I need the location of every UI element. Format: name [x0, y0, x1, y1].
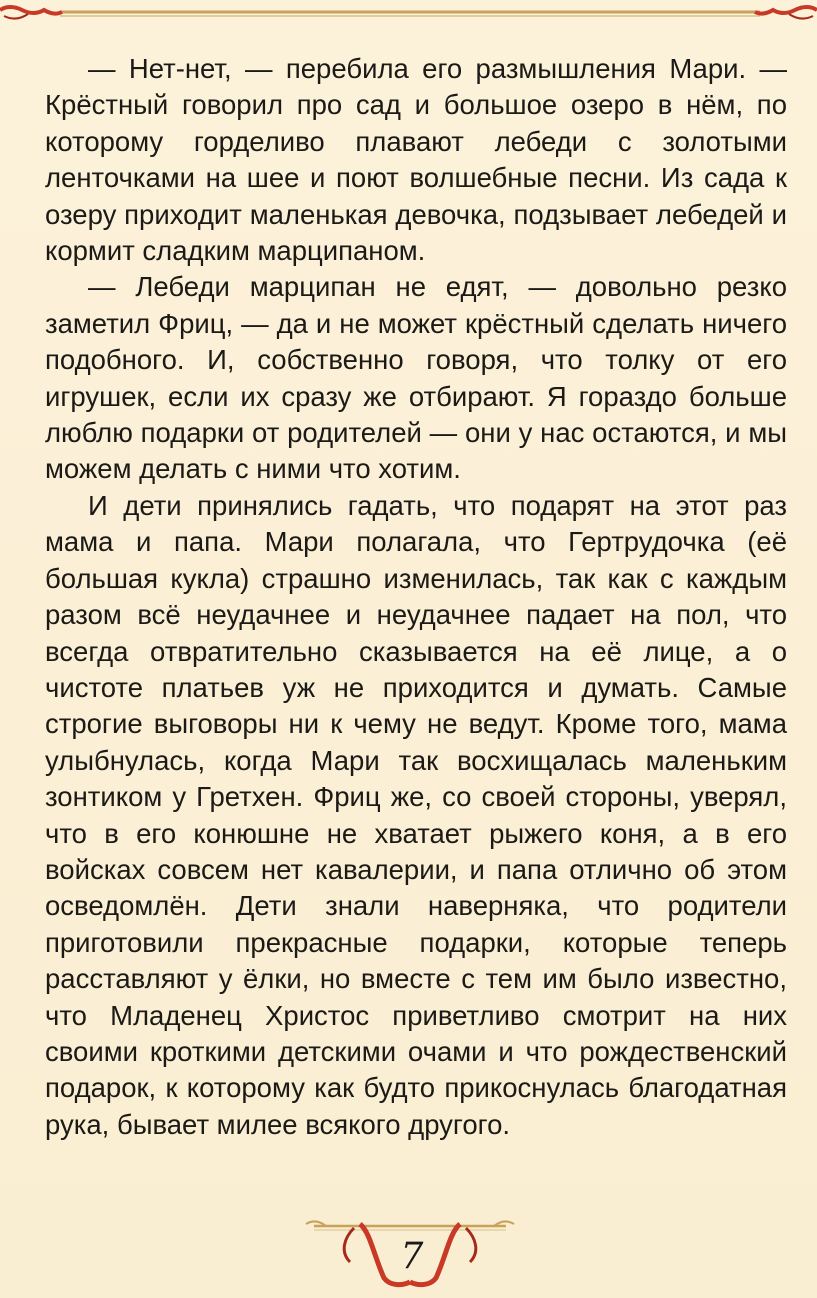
- paragraph-2: — Лебеди марципан не едят, — довольно резко заметил Фриц, — да и не может крёстный сделать ничего подобного. И, собственно говоря, что толку от его игрушек, если их сразу же отбирают. Я гораздо больше люблю подарки от родителей — они у нас остаются, и мы можем делать с ними что хотим.: [45, 271, 787, 485]
- paragraph-3: И дети принялись гадать, что подарят на этот раз мама и папа. Мари полагала, что Гертрудочка (её большая кукла) страшно изменилась, так как с каждым разом всё неудачнее и неудачнее падает на пол, что всегда отвратительно сказывается на её лице, а о чистоте платьев уж не приходится и думать. Самые строгие выговоры ни к чему не ведут. Кроме того, мама улыбнулась, когда Мари так восхищалась маленьким зонтиком у Гретхен. Фриц же, со своей стороны, уверял, что в его конюшне не хватает рыжего коня, а в его войсках совсем нет кавалерии, и папа отлично об этом осведомлён. Дети знали наверняка, что родители приготовили прекрасные подарки, которые теперь расставляют у ёлки, но вместе с тем им было известно, что Младенец Христос приветливо смотрит на них своими кроткими детскими очами и что рождественский подарок, к которому как будто прикоснулась благодатная рука, бывает милее всякого другого.: [45, 489, 787, 1140]
- paragraph-1: — Нет-нет, — перебила его размышления Мари. — Крёстный говорил про сад и большое озеро в нём, по которому горделиво плавают лебеди с золотыми ленточками на шее и поют волшебные песни. Из сада к озеру приходит маленькая девочка, подзывает лебедей и кормит сладким марципаном.: [45, 53, 787, 267]
- page-number: 7: [400, 1236, 424, 1277]
- top-ribbon-ornament-icon: [0, 0, 817, 28]
- body-text: [45, 51, 787, 1143]
